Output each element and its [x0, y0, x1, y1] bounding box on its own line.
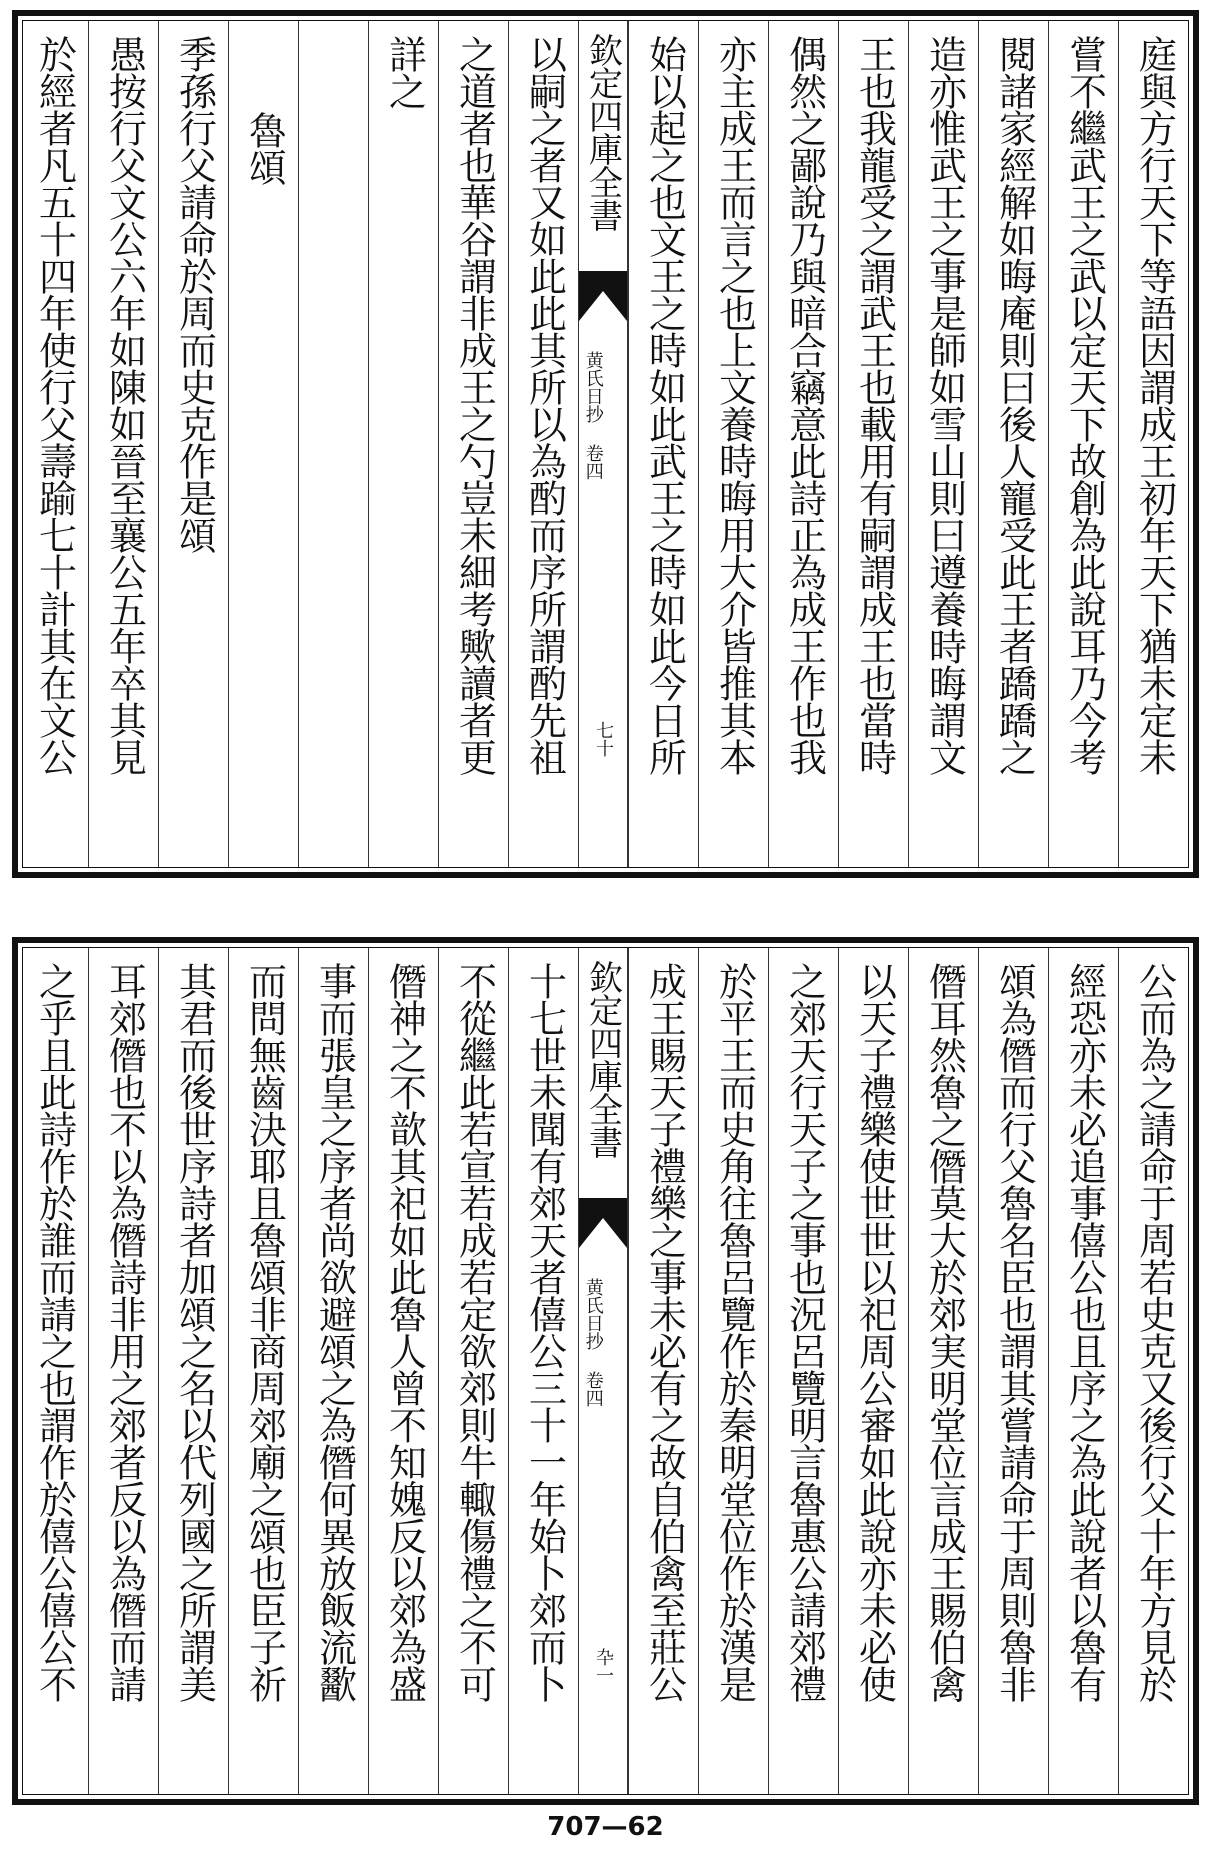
- volume-number: 卷四: [582, 1371, 604, 1407]
- text-column: 以嗣之者又如此此其所以為酌而序所謂酌先祖: [508, 21, 578, 867]
- text-column: 庭與方行天下等語因謂成王初年天下猶未定未: [1118, 21, 1188, 867]
- text-column: 於經者凡五十四年使行父壽踰七十計其在文公: [32, 35, 77, 775]
- book-name: 黄氏日抄: [582, 1278, 604, 1350]
- top-page-inner-border: [22, 20, 1189, 868]
- text-column: 始以起之也文王之時如此武王之時如此今日所: [628, 21, 698, 867]
- page-marker: 卆一: [593, 1648, 614, 1684]
- text-column: 成王賜天子禮樂之事未必有之故自伯禽至莊公: [628, 948, 698, 1794]
- text-column: 經恐亦未必追事僖公也且序之為此說者以魯有: [1048, 948, 1118, 1794]
- page-marker: 七十: [593, 721, 614, 757]
- text-column: 造亦惟武王之事是師如雪山則曰遵養時晦謂文: [908, 21, 978, 867]
- text-column: 其君而後世序詩者加頌之名以代列國之所謂美: [158, 948, 228, 1794]
- text-column: 之乎且此詩作於誰而請之也謂作於僖公僖公不: [32, 962, 77, 1702]
- text-column: 之道者也華谷謂非成王之勺豈未細考歟讀者更: [438, 21, 508, 867]
- fish-tail-ornament: [579, 1198, 627, 1248]
- fish-tail-ornament: [579, 271, 627, 321]
- text-column: 僭神之不歆其祀如此魯人曾不知媿反以郊為盛: [368, 948, 438, 1794]
- text-column: 於平王而史角往魯呂覽作於秦明堂位作於漢是: [698, 948, 768, 1794]
- text-column: 頌為僭而行父魯名臣也謂其嘗請命于周則魯非: [978, 948, 1048, 1794]
- book-name: 黄氏日抄: [582, 351, 604, 423]
- text-column: 魯頌: [228, 21, 298, 867]
- volume-number: 卷四: [582, 444, 604, 480]
- text-column: 季孫行父請命於周而史克作是頌: [158, 21, 228, 867]
- text-column: 偶然之鄙說乃與暗合竊意此詩正為成王作也我: [768, 21, 838, 867]
- book-series-title: 欽定四庫全書: [582, 33, 623, 231]
- text-column: 不從繼此若宣若成若定欲郊則牛輙傷禮之不可: [438, 948, 508, 1794]
- text-column: 僭耳然魯之僭莫大於郊実明堂位言成王賜伯禽: [908, 948, 978, 1794]
- page-number: 707—62: [547, 1812, 664, 1842]
- text-column: 公而為之請命于周若史克又後行父十年方見於: [1118, 948, 1188, 1794]
- text-column: 嘗不繼武王之武以定天下故創為此說耳乃今考: [1048, 21, 1118, 867]
- text-column: 十七世未聞有郊天者僖公三十一年始卜郊而卜: [508, 948, 578, 1794]
- book-series-title: 欽定四庫全書: [582, 960, 623, 1158]
- top-page-frame: [12, 10, 1199, 878]
- text-column: 事而張皇之序者尚欲避頌之為僭何異放飯流歠: [298, 948, 368, 1794]
- text-column: 王也我龍受之謂武王也載用有嗣謂成王也當時: [838, 21, 908, 867]
- bottom-page-inner-border: [22, 947, 1189, 1795]
- volume-label: [583, 351, 603, 480]
- text-column: 耳郊僭也不以為僭詩非用之郊者反以為僭而請: [88, 948, 158, 1794]
- text-column: 愚按行父文公六年如陳如晉至襄公五年卒其見: [88, 21, 158, 867]
- center-gutter: [578, 948, 628, 1794]
- text-column: 詳之: [368, 21, 438, 867]
- text-column: 閱諸家經解如晦庵則曰後人寵受此王者蹻蹻之: [978, 21, 1048, 867]
- text-column: [298, 21, 368, 867]
- volume-label: [583, 1278, 603, 1407]
- text-column: 之郊天行天子之事也況呂覽明言魯惠公請郊禮: [768, 948, 838, 1794]
- text-column: 亦主成王而言之也上文養時晦用大介皆推其本: [698, 21, 768, 867]
- bottom-page-frame: [12, 937, 1199, 1805]
- text-column: 以天子禮樂使世世以祀周公審如此說亦未必使: [838, 948, 908, 1794]
- text-column: 而問無齒決耶且魯頌非商周郊廟之頌也臣子祈: [228, 948, 298, 1794]
- center-gutter: [578, 21, 628, 867]
